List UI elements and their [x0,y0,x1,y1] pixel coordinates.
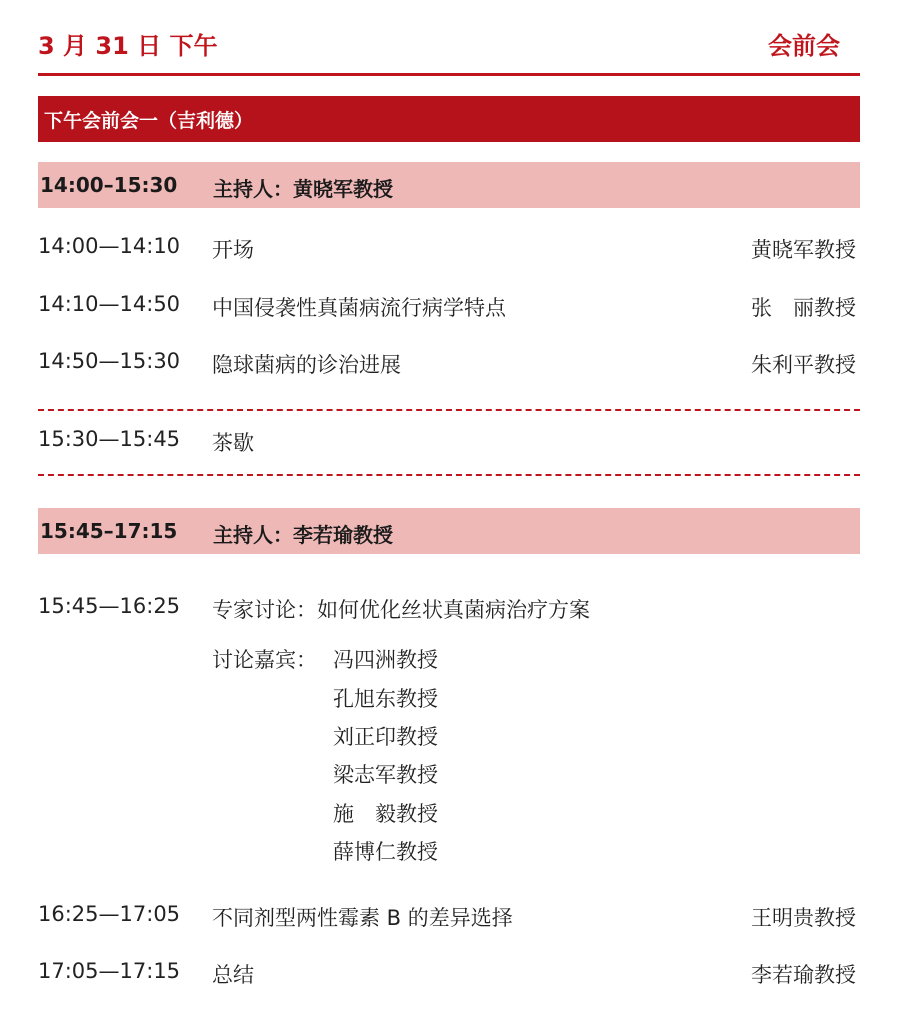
guest-name: 冯四洲教授 [333,648,438,672]
row-title: 不同剂型两性霉素 B 的差异选择 [212,906,513,930]
guest-label: 讨论嘉宾： [212,648,317,672]
row-time: 14:00—14:10 [38,234,181,258]
schedule-row [0,594,898,624]
session-banner [38,96,860,142]
row-time: 15:45—16:25 [38,594,181,618]
section-tag: 会前会 [768,32,840,60]
break-row [0,427,898,457]
time-block-bar [38,508,860,554]
guest-name: 梁志军教授 [333,763,438,787]
block-time: 15:45–17:15 [40,519,178,543]
block-time: 14:00–15:30 [40,173,178,197]
guest-name: 刘正印教授 [333,725,438,749]
row-title: 总结 [212,963,254,987]
session-title: 下午会前会一（吉利德） [44,109,254,132]
guest-name: 孔旭东教授 [333,687,438,711]
row-time: 16:25—17:05 [38,902,181,926]
row-speaker: 李若瑜教授 [751,963,856,987]
row-speaker: 黄晓军教授 [751,238,856,262]
schedule-row [0,902,898,932]
row-speaker: 张 丽教授 [751,296,856,320]
time-block-bar [38,162,860,208]
block-host: 主持人：李若瑜教授 [213,523,393,547]
row-speaker: 王明贵教授 [751,906,856,930]
schedule-row [0,349,898,379]
date-heading: 3 月 31 日 下午 [38,32,218,60]
dashed-divider [38,409,860,411]
row-title: 隐球菌病的诊治进展 [212,353,401,377]
dashed-divider [38,474,860,476]
schedule-row [0,234,898,264]
guest-name: 施 毅教授 [333,802,438,826]
header-divider [38,73,860,76]
row-time: 14:50—15:30 [38,349,181,373]
row-title: 中国侵袭性真菌病流行病学特点 [212,296,506,320]
guest-name: 薛博仁教授 [333,840,438,864]
row-speaker: 朱利平教授 [751,353,856,377]
row-title: 开场 [212,238,254,262]
row-title: 专家讨论：如何优化丝状真菌病治疗方案 [212,598,590,622]
schedule-row [0,959,898,989]
row-time: 14:10—14:50 [38,292,181,316]
block-host: 主持人：黄晓军教授 [213,177,393,201]
row-title: 茶歇 [212,431,254,455]
row-time: 15:30—15:45 [38,427,181,451]
schedule-row [0,292,898,322]
row-time: 17:05—17:15 [38,959,181,983]
